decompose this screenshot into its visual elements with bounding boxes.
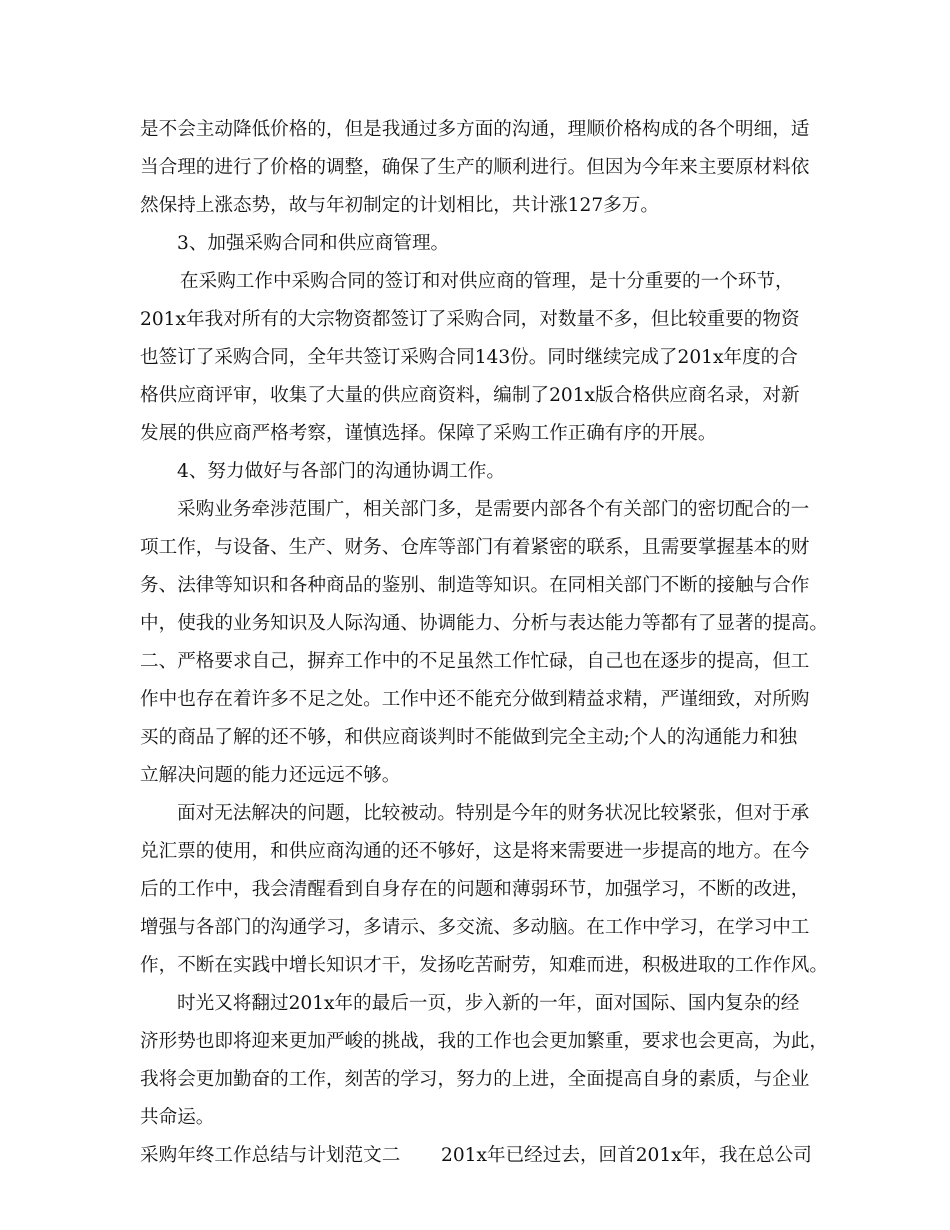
document-subtitle: 采购年终工作总结与计划范文二 (140, 1145, 401, 1166)
text-line: 作，不断在实践中增长知识才干，发扬吃苦耐劳，知难而进，积极进取的工作作风。 (140, 955, 828, 976)
text-line: 201x年已经过去，回首201x年，我在总公司 (441, 1145, 812, 1166)
text-line: 济形势也即将迎来更加严峻的挑战，我的工作也会更加繁重，要求也会更高，为此， (140, 1031, 828, 1052)
text-line: 采购业务牵涉范围广，相关部门多，是需要内部各个有关部门的密切配合的一 (177, 499, 810, 520)
text-line: 务、法律等知识和各种商品的鉴别、制造等知识。在同相关部门不断的接触与合作 (140, 575, 810, 596)
text-line: 201x年我对所有的大宗物资都签订了采购合同，对数量不多，但比较重要的物资 (140, 309, 800, 330)
text-line: 共命运。 (140, 1107, 215, 1128)
section-heading: 二、严格要求自己，摒弃工作中的不足虽然工作忙碌，自己也在逐步的提高，但工 (140, 651, 810, 672)
text-line: 立解决问题的能力还远远不够。 (140, 765, 401, 786)
text-line: 然保持上涨态势，故与年初制定的计划相比，共计涨127多万。 (140, 195, 659, 216)
text-line: 面对无法解决的问题，比较被动。特别是今年的财务状况比较紧张，但对于承 (177, 803, 810, 824)
text-line: 发展的供应商严格考察，谨慎选择。保障了采购工作正确有序的开展。 (140, 423, 717, 444)
text-line: 在采购工作中采购合同的签订和对供应商的管理，是十分重要的一个环节， (180, 271, 794, 292)
text-line: 是不会主动降低价格的，但是我通过多方面的沟通，理顺价格构成的各个明细，适 (140, 119, 810, 140)
text-line: 买的商品了解的还不够，和供应商谈判时不能做到完全主动;个人的沟通能力和独 (140, 727, 798, 748)
text-line: 我将会更加勤奋的工作，刻苦的学习，努力的上进，全面提高自身的素质，与企业 (140, 1069, 810, 1090)
text-line: 兑汇票的使用，和供应商沟通的还不够好，这是将来需要进一步提高的地方。在今 (140, 841, 810, 862)
text-line: 当合理的进行了价格的调整，确保了生产的顺利进行。但因为今年来主要原材料依 (140, 157, 810, 178)
text-line: 中，使我的业务知识及人际沟通、协调能力、分析与表达能力等都有了显著的提高。 (140, 613, 828, 634)
text-line: 增强与各部门的沟通学习，多请示、多交流、多动脑。在工作中学习，在学习中工 (140, 917, 810, 938)
text-line: 后的工作中，我会清醒看到自身存在的问题和薄弱环节，加强学习，不断的改进， (140, 879, 810, 900)
text-line: 时光又将翻过201x年的最后一页，步入新的一年，面对国际、国内复杂的经 (177, 993, 800, 1014)
text-line: 项工作，与设备、生产、财务、仓库等部门有着紧密的联系，且需要掌握基本的财 (140, 537, 810, 558)
text-line: 格供应商评审，收集了大量的供应商资料，编制了201x版合格供应商名录，对新 (140, 385, 800, 406)
section-heading: 4、努力做好与各部门的沟通协调工作。 (177, 461, 505, 482)
text-line: 作中也存在着许多不足之处。工作中还不能充分做到精益求精，严谨细致，对所购 (140, 689, 810, 710)
section-heading: 3、加强采购合同和供应商管理。 (177, 233, 450, 254)
text-line: 也签订了采购合同，全年共签订采购合同143份。同时继续完成了201x年度的合 (140, 347, 798, 368)
